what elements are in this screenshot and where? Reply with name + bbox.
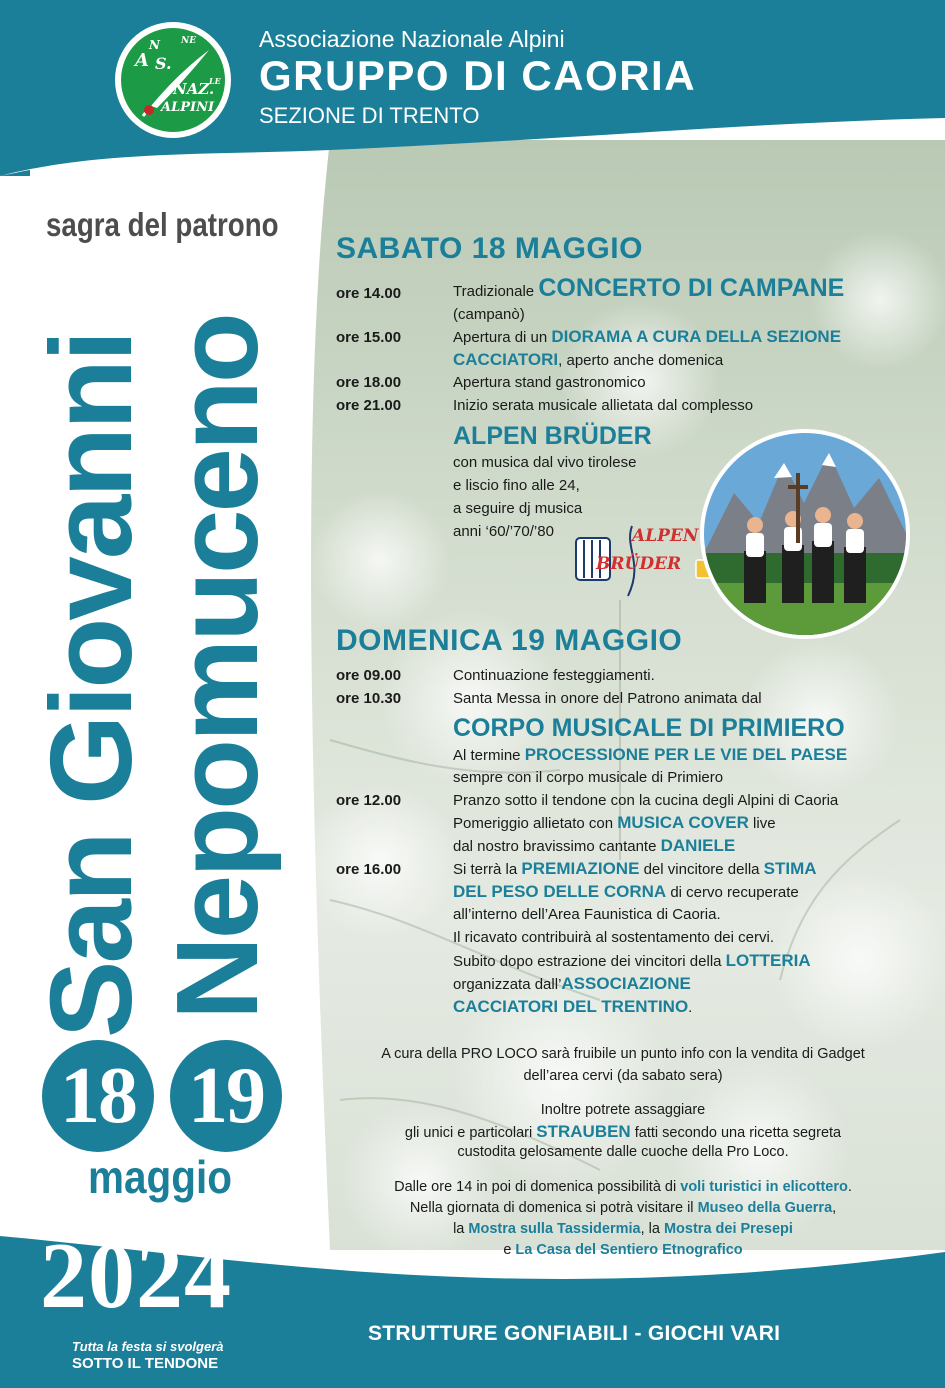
info-visits-line3: la Mostra sulla Tassidermia, la Mostra dei Presepi [453, 1221, 793, 1237]
band-line: con musica dal vivo tirolese [453, 454, 637, 471]
event-month: maggio [88, 1151, 232, 1203]
logo-letter-n: N [149, 38, 160, 52]
logo-letter-s: S. [155, 54, 172, 73]
schedule-desc-cont: CACCIATORI, aperto anche domenica [453, 350, 724, 369]
schedule-desc: Pomeriggio allietato con MUSICA COVER live [453, 813, 776, 832]
logo-letter-naz: NAZ. [173, 80, 215, 98]
band-logo [574, 518, 714, 600]
band-line: e liscio fino alle 24, [453, 477, 580, 494]
schedule-desc: organizzata dall’ASSOCIAZIONE [453, 974, 691, 993]
bells-concert-highlight: CONCERTO DI CAMPANE [538, 274, 845, 302]
schedule-desc: dal nostro bravissimo cantante DANIELE [453, 836, 736, 855]
schedule-desc: Si terrà la PREMIAZIONE del vincitore della STIMA [453, 859, 817, 878]
schedule-time: ore 09.00 [336, 667, 402, 684]
schedule-time: ore 21.00 [336, 397, 402, 414]
header-group-title: GRUPPO DI CAORIA [259, 52, 697, 99]
schedule-desc: Al termine PROCESSIONE PER LE VIE DEL PAESE [453, 745, 848, 764]
band-logo-word1: ALPEN [632, 526, 699, 546]
schedule-time: ore 14.00 [336, 285, 402, 302]
logo-letter-ne: NE [181, 36, 197, 46]
schedule-desc: Apertura stand gastronomico [453, 374, 646, 391]
schedule-desc: Tradizionale CONCERTO DI CAMPANE [453, 274, 845, 302]
footer-venue-tent: SOTTO IL TENDONE [72, 1355, 219, 1372]
schedule-desc: Pranzo sotto il tendone con la cucina degli Alpini di Caoria [453, 792, 839, 809]
schedule-time: ore 16.00 [336, 861, 402, 878]
schedule-desc: Il ricavato contribuirà al sostentamento dei cervi. [453, 929, 774, 946]
saturday-heading: SABATO 18 MAGGIO [336, 232, 643, 265]
schedule-desc: Continuazione festeggiamenti. [453, 667, 655, 684]
schedule-desc: Apertura di un DIORAMA A CURA DELLA SEZIONE [453, 327, 842, 346]
date-badge-19: 19 [170, 1040, 282, 1152]
header-association: Associazione Nazionale Alpini [259, 26, 565, 52]
info-proloco-line2: dell’area cervi (da sabato sera) [523, 1068, 723, 1084]
schedule-desc-cont: (campanò) [453, 306, 525, 323]
band-line: a seguire dj musica [453, 500, 583, 517]
logo-letter-le: LE [209, 76, 221, 86]
band-line: anni ‘60/’70/’80 [453, 523, 554, 540]
schedule-time: ore 15.00 [336, 329, 402, 346]
band-corps-highlight: CORPO MUSICALE DI PRIMIERO [453, 714, 845, 742]
footer-venue-note: Tutta la festa si svolgerà [72, 1339, 224, 1354]
footer-attractions: STRUTTURE GONFIABILI - GIOCHI VARI [368, 1322, 781, 1345]
info-strauben-line3: custodita gelosamente dalle cuoche della Pro Loco. [457, 1144, 789, 1160]
schedule-desc: sempre con il corpo musicale di Primiero [453, 769, 724, 786]
header-section: SEZIONE DI TRENTO [259, 103, 480, 128]
schedule-desc: Inizio serata musicale allietata dal complesso [453, 397, 754, 414]
schedule-time: ore 10.30 [336, 690, 402, 707]
info-visits-line2: Nella giornata di domenica si potrà visitare il Museo della Guerra, [409, 1200, 837, 1216]
ana-logo [115, 22, 231, 138]
logo-letter-a: A [135, 50, 149, 71]
schedule-desc: CACCIATORI DEL TRENTINO. [453, 997, 693, 1016]
mountain-band-image [704, 433, 906, 635]
date-badge-18: 18 [42, 1040, 154, 1152]
schedule-desc: Santa Messa in onore del Patrono animata dal [453, 690, 762, 707]
event-year: 2024 [40, 1224, 232, 1328]
logo-letter-alpini: ALPINI [161, 100, 215, 115]
event-tagline: sagra del patrono [46, 206, 279, 243]
band-name: ALPEN BRÜDER [453, 422, 652, 450]
schedule-desc: all’interno dell’Area Faunistica di Caoria. [453, 906, 721, 923]
info-visits-line1: Dalle ore 14 in poi di domenica possibilità di voli turistici in elicottero. [394, 1179, 852, 1195]
sunday-heading: DOMENICA 19 MAGGIO [336, 624, 683, 657]
diorama-highlight: DIORAMA A CURA DELLA SEZIONE [551, 327, 842, 346]
logo-green-disc [121, 28, 225, 132]
info-strauben-line1: Inoltre potrete assaggiare [540, 1102, 706, 1118]
info-proloco-line1: A cura della PRO LOCO sarà fruibile un punto info con la vendita di Gadget [381, 1046, 865, 1062]
schedule-time: ore 18.00 [336, 374, 402, 391]
event-name-line1: San Giovanni [26, 332, 156, 1038]
band-logo-word2: BRÜDER [596, 554, 682, 574]
event-name-line2: Nepomuceno [152, 315, 282, 1020]
schedule-desc: Subito dopo estrazione dei vincitori della LOTTERIA [453, 951, 811, 970]
info-strauben-line2: gli unici e particolari STRAUBEN fatti secondo una ricetta segreta [404, 1122, 842, 1141]
schedule-desc: DEL PESO DELLE CORNA di cervo recuperate [453, 882, 799, 901]
schedule-time: ore 12.00 [336, 792, 402, 809]
info-visits-line4: e La Casa del Sentiero Etnografico [503, 1242, 743, 1258]
band-photo [700, 429, 910, 639]
